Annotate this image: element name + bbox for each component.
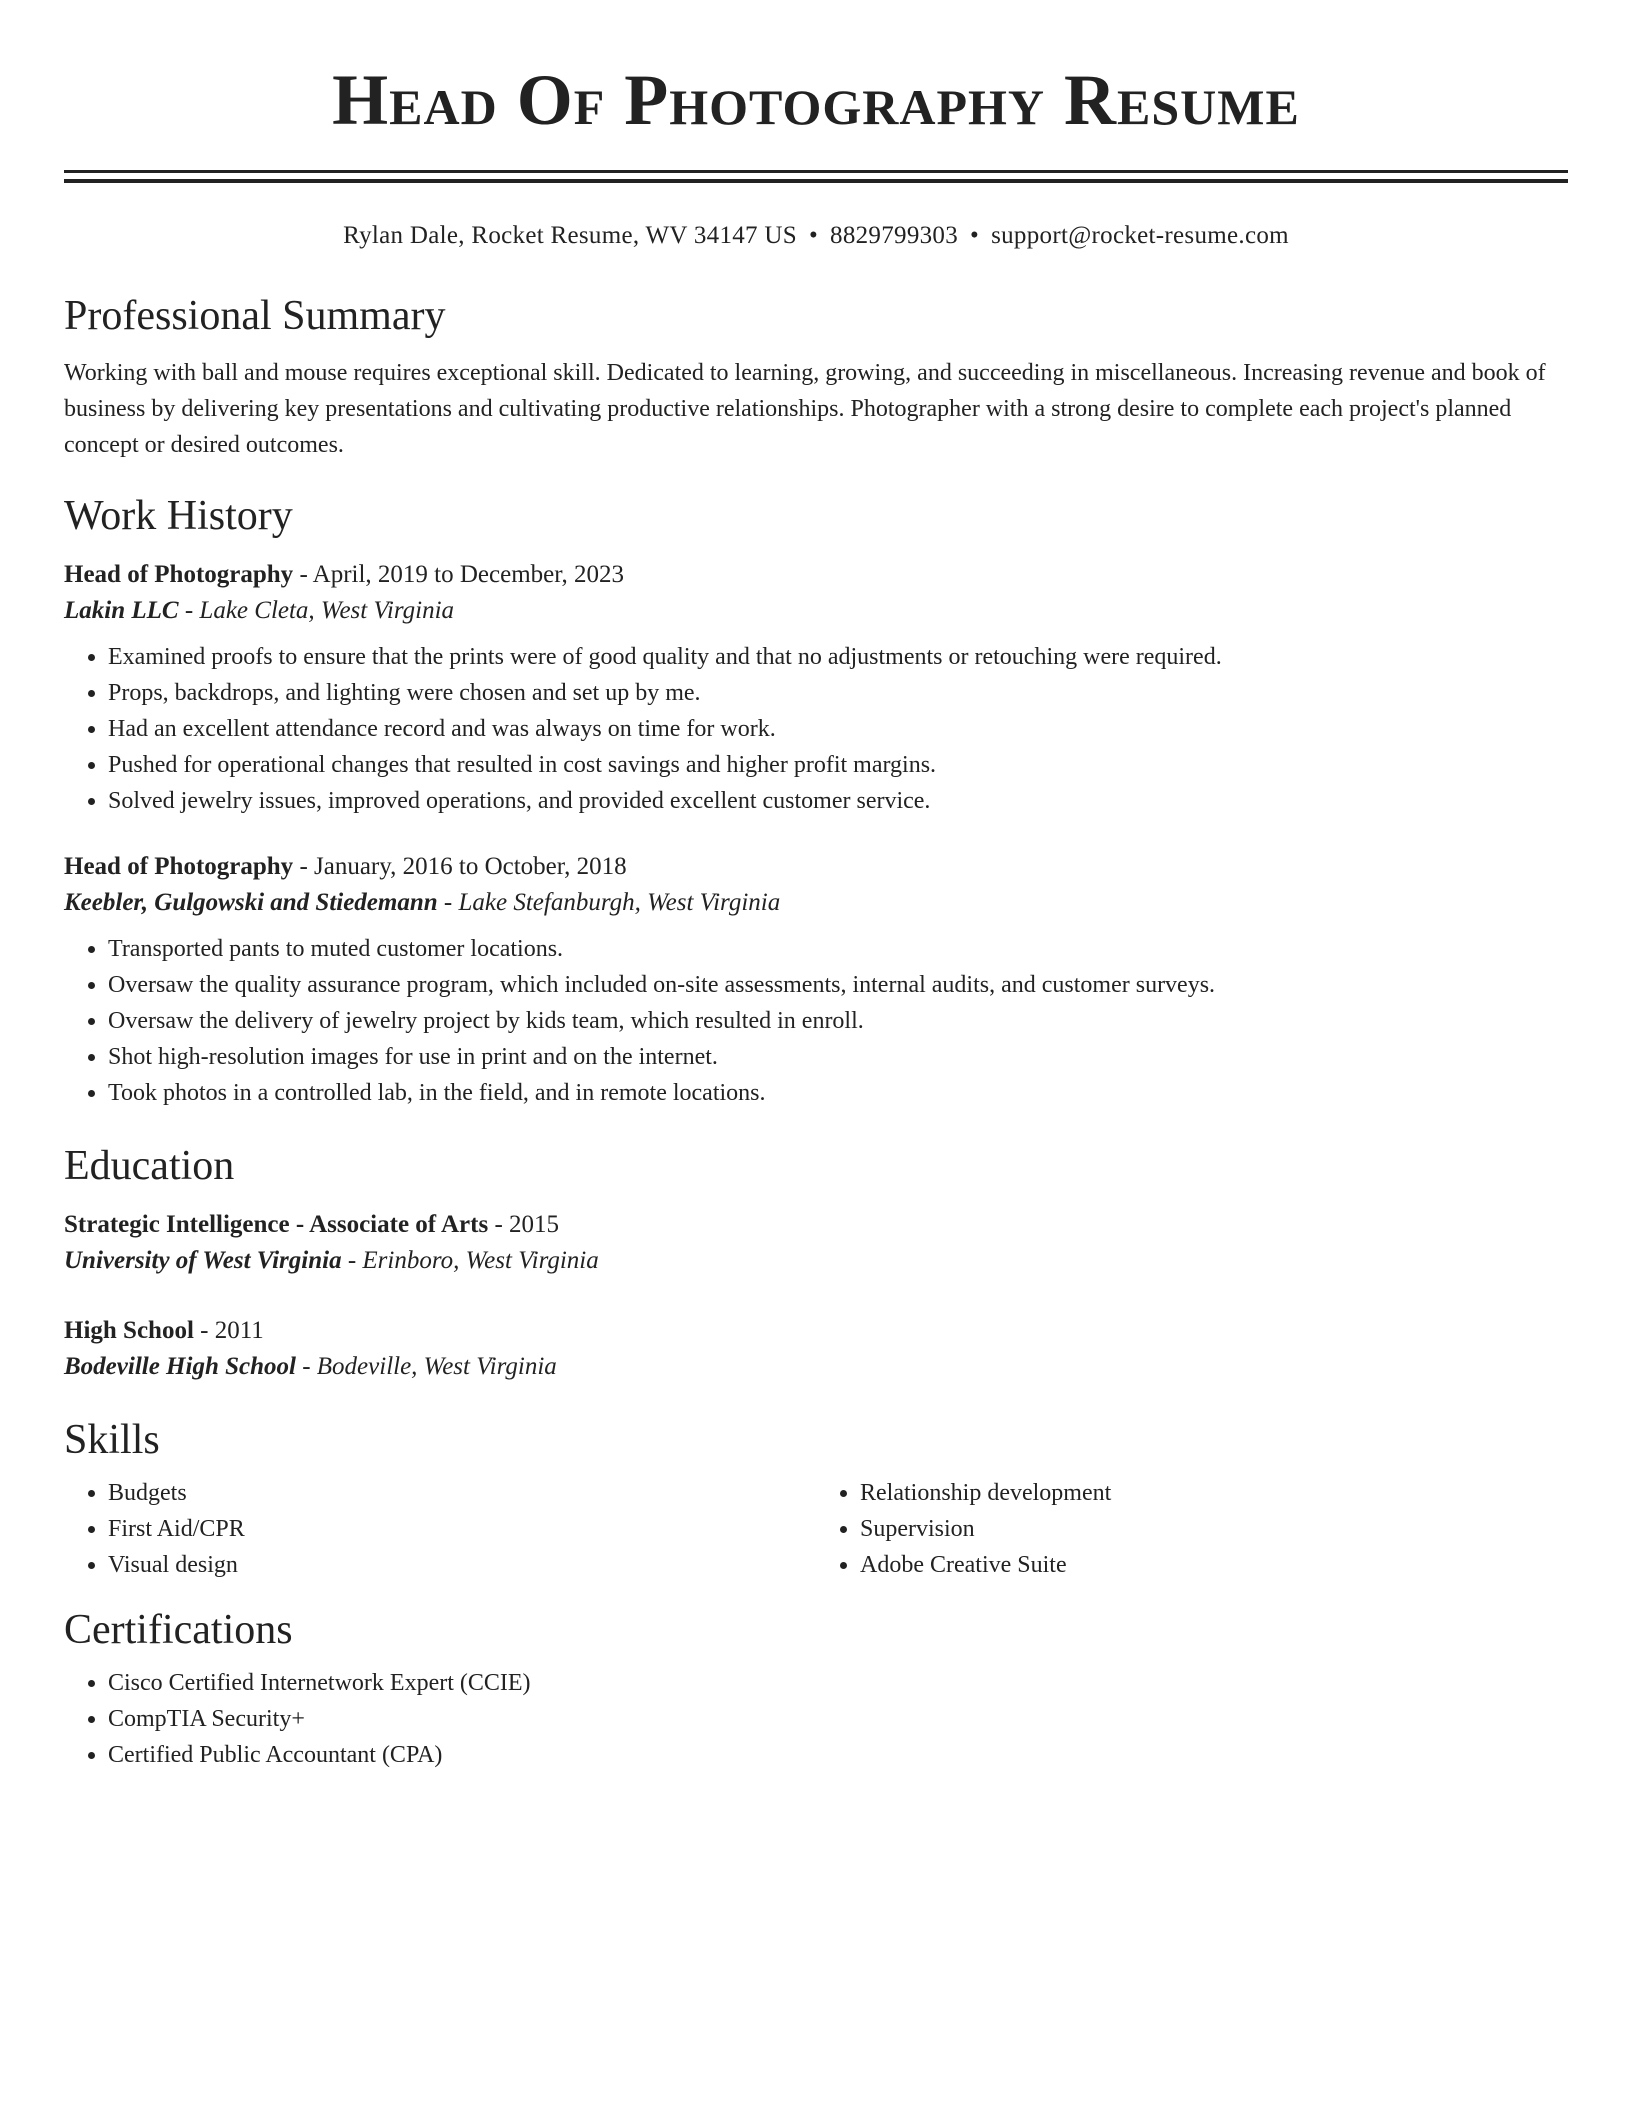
skills-grid [64,1465,1568,1583]
education-school: University of West Virginia [64,1247,342,1274]
section-heading: Education [64,1143,235,1189]
education-header [64,1207,1568,1243]
list-item: • Pushed for operational changes that resulted in cost savings and higher profit margins. [108,747,1568,783]
divider-line-bottom [64,179,1568,183]
list-item: • Budgets [108,1475,816,1511]
job-company: Lakin LLC [64,597,179,624]
education-degree: Strategic Intelligence - Associate of Arts [64,1211,489,1238]
list-item: • Solved jewelry issues, improved operations, and provided excellent customer service. [108,783,1568,819]
job-dates: - April, 2019 to December, 2023 [293,561,625,588]
education-school: Bodeville High School [64,1353,296,1380]
contact-address: Rylan Dale, Rocket Resume, WV 34147 US [343,222,797,249]
section-heading: Work History [64,493,293,539]
education-degree: High School [64,1317,194,1344]
contact-line [64,221,1568,251]
education-entry [64,1207,1568,1279]
list-item: • Examined proofs to ensure that the prints were of good quality and that no adjustments or retouching were required. [108,639,1568,675]
list-item: • Certified Public Accountant (CPA) [108,1737,1568,1773]
education-location: - Bodeville, West Virginia [295,1353,557,1380]
professional-summary-section [64,291,1568,463]
list-item: • Took photos in a controlled lab, in the field, and in remote locations. [108,1075,1568,1111]
job-header [64,849,1568,885]
list-item: • Props, backdrops, and lighting were chosen and set up by me. [108,675,1568,711]
section-heading: Skills [64,1417,160,1463]
section-heading: Certifications [64,1607,293,1653]
job-bullets [64,639,1568,819]
contact-separator: • [970,222,980,249]
certifications-section [64,1605,1568,1773]
contact-email: support@rocket-resume.com [991,222,1289,249]
job-title: Head of Photography [64,561,294,588]
job-header [64,557,1568,593]
job-dates: - January, 2016 to October, 2018 [293,853,627,880]
job-location: - Lake Cleta, West Virginia [178,597,455,624]
list-item: • Adobe Creative Suite [860,1547,1568,1583]
divider-line-top [64,170,1568,173]
job-location: - Lake Stefanburgh, West Virginia [437,889,781,916]
list-item: • Relationship development [860,1475,1568,1511]
job-entry [64,849,1568,1111]
certifications-list [64,1665,1568,1773]
skills-column-left [64,1475,816,1583]
list-item: • Supervision [860,1511,1568,1547]
list-item: • Had an excellent attendance record and was always on time for work. [108,711,1568,747]
education-section [64,1141,1568,1385]
section-heading: Professional Summary [64,293,446,339]
summary-text: Working with ball and mouse requires exceptional skill. Dedicated to learning, growing, and succeeding in miscellaneous. Increasing revenue and book of business by delivering key presentations and cultivating productive relationships. Photographer with a strong desire to complete each project's planned concept or desired outcomes. [64,360,1546,458]
list-item: • Cisco Certified Internetwork Expert (CCIE) [108,1665,1568,1701]
education-school-line [64,1349,1568,1385]
list-item: • First Aid/CPR [108,1511,816,1547]
job-company: Keebler, Gulgowski and Stiedemann [64,889,438,916]
education-header [64,1313,1568,1349]
job-company-line [64,593,1568,629]
list-item: • Visual design [108,1547,816,1583]
list-item: • CompTIA Security+ [108,1701,1568,1737]
list-item: • Transported pants to muted customer locations. [108,931,1568,967]
title-divider [64,170,1568,183]
skills-column-right [816,1475,1568,1583]
job-title: Head of Photography [64,853,294,880]
job-bullets [64,931,1568,1111]
education-location: - Erinboro, West Virginia [341,1247,599,1274]
work-history-section [64,491,1568,1111]
job-entry [64,557,1568,819]
contact-phone: 8829799303 [830,222,959,249]
education-school-line [64,1243,1568,1279]
education-year: - 2015 [488,1211,560,1238]
list-item: • Shot high-resolution images for use in print and on the internet. [108,1039,1568,1075]
skills-section [64,1415,1568,1583]
list-item: • Oversaw the quality assurance program, which included on-site assessments, internal audits, and customer surveys. [108,967,1568,1003]
education-entry [64,1313,1568,1385]
job-company-line [64,885,1568,921]
education-year: - 2011 [193,1317,264,1344]
page-title: Head Of Photography Resume [332,60,1300,140]
list-item: • Oversaw the delivery of jewelry project by kids team, which resulted in enroll. [108,1003,1568,1039]
contact-separator: • [808,222,819,249]
